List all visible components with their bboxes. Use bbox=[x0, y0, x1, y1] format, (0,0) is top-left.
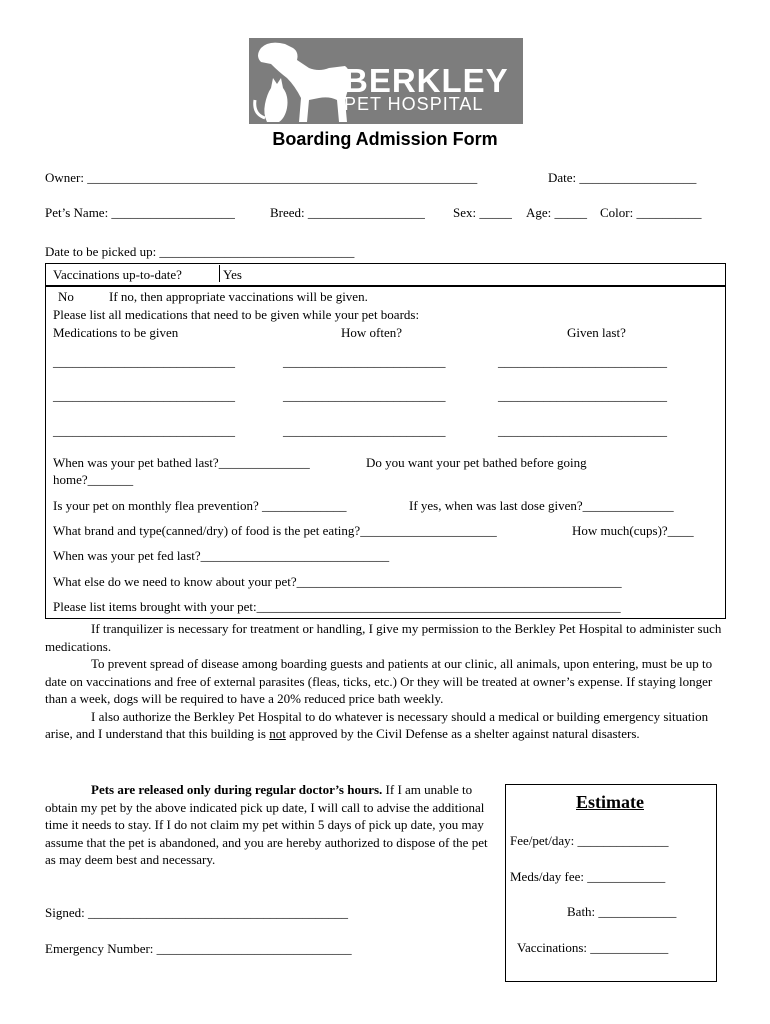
vaccinations-fee-field[interactable]: Vaccinations: ____________ bbox=[517, 940, 669, 955]
medication-name-blank[interactable]: ____________________________ bbox=[53, 388, 235, 403]
age-field[interactable]: Age: _____ bbox=[526, 205, 588, 220]
form-title: Boarding Admission Form bbox=[272, 129, 498, 149]
vaccination-no[interactable]: No bbox=[58, 289, 74, 304]
medication-frequency-blank[interactable]: _________________________ bbox=[283, 354, 446, 369]
sex-field[interactable]: Sex: _____ bbox=[453, 205, 512, 220]
fee-per-day-field[interactable]: Fee/pet/day: ______________ bbox=[510, 833, 669, 848]
food-field[interactable]: What brand and type(canned/dry) of food is the pet eating?_____________________ bbox=[53, 523, 497, 538]
bathed-last-field[interactable]: When was your pet bathed last?______________ bbox=[53, 455, 310, 470]
date-field[interactable]: Date: __________________ bbox=[548, 170, 697, 185]
medications-instruction: Please list all medications that need to be given while your pet boards: bbox=[53, 307, 420, 322]
color-field[interactable]: Color: __________ bbox=[600, 205, 702, 220]
medication-name-blank[interactable]: ____________________________ bbox=[53, 423, 235, 438]
bathed-before-field[interactable]: home?_______ bbox=[53, 472, 134, 487]
owner-field[interactable]: Owner: ____________________________________________________________ bbox=[45, 170, 478, 185]
pickup-date-field[interactable]: Date to be picked up: ______________________________ bbox=[45, 244, 355, 259]
text-cursor bbox=[219, 265, 220, 282]
vaccination-yes[interactable]: Yes bbox=[223, 267, 242, 282]
tranquilizer-paragraph: If tranquilizer is necessary for treatment or handling, I give my permission to the Berkley Pet Hospital to administer such medications. bbox=[45, 621, 722, 654]
medications-col-name: Medications to be given bbox=[53, 325, 179, 340]
logo-brand: BERKLEY bbox=[344, 62, 509, 99]
hospital-logo bbox=[249, 38, 523, 124]
medications-col-frequency: How often? bbox=[341, 325, 403, 340]
emergency-number-field[interactable]: Emergency Number: ______________________________ bbox=[45, 941, 352, 956]
bathed-before-question: Do you want your pet bathed before going bbox=[366, 455, 587, 470]
release-paragraph: Pets are released only during regular doctor’s hours. If I am unable to obtain my pet by the above indicated pick up date, I will call to advise the additional time it needs to stay. If I do not claim my pet within 5 days of pick up date, you may assume that the pet is abandoned, and you are hereby authorized to dispose of the pet as may deem best and necessary. bbox=[45, 782, 488, 867]
bath-fee-field[interactable]: Bath: ____________ bbox=[567, 904, 677, 919]
vaccination-label: Vaccinations up-to-date? bbox=[53, 267, 182, 282]
breed-field[interactable]: Breed: __________________ bbox=[270, 205, 425, 220]
medications-col-given-last: Given last? bbox=[567, 325, 626, 340]
food-amount-field[interactable]: How much(cups)?____ bbox=[572, 523, 694, 538]
pet-name-field[interactable]: Pet’s Name: ___________________ bbox=[45, 205, 235, 220]
flea-prevention-field[interactable]: Is your pet on monthly flea prevention? _____________ bbox=[53, 498, 347, 513]
emergency-paragraph: I also authorize the Berkley Pet Hospital to do whatever is necessary should a medical or building emergency situation arise, and I understand that this building is not approved by the Civil Defense as a shelter against natural disasters. bbox=[45, 708, 709, 741]
medication-given-last-blank[interactable]: __________________________ bbox=[498, 354, 667, 369]
medication-frequency-blank[interactable]: _________________________ bbox=[283, 388, 446, 403]
terms-section bbox=[45, 620, 735, 743]
vaccination-note: If no, then appropriate vaccinations will be given. bbox=[109, 289, 368, 304]
medication-frequency-blank[interactable]: _________________________ bbox=[283, 423, 446, 438]
estimate-title: Estimate bbox=[576, 792, 644, 812]
fed-last-field[interactable]: When was your pet fed last?_____________________________ bbox=[53, 548, 390, 563]
medication-name-blank[interactable]: ____________________________ bbox=[53, 354, 235, 369]
meds-per-day-field[interactable]: Meds/day fee: ____________ bbox=[510, 869, 666, 884]
logo-subtitle: PET HOSPITAL bbox=[344, 94, 484, 114]
medication-given-last-blank[interactable]: __________________________ bbox=[498, 388, 667, 403]
signed-field[interactable]: Signed: ________________________________________ bbox=[45, 905, 348, 920]
flea-dose-field[interactable]: If yes, when was last dose given?______________ bbox=[409, 498, 674, 513]
other-info-field[interactable]: What else do we need to know about your pet?__________________________________________________ bbox=[53, 574, 622, 589]
items-brought-field[interactable]: Please list items brought with your pet:________________________________________________________ bbox=[53, 599, 621, 614]
disease-paragraph: To prevent spread of disease among boarding guests and patients at our clinic, all animals, upon entering, must be up to date on vaccinations and free of external parasites (fleas, ticks, etc.) Or they will be treated at owner’s expense. If staying longer than a week, dogs will be required to have a 20% reduced price bath weekly. bbox=[45, 656, 713, 706]
medication-given-last-blank[interactable]: __________________________ bbox=[498, 423, 667, 438]
dog-cat-silhouette-icon bbox=[249, 38, 359, 124]
